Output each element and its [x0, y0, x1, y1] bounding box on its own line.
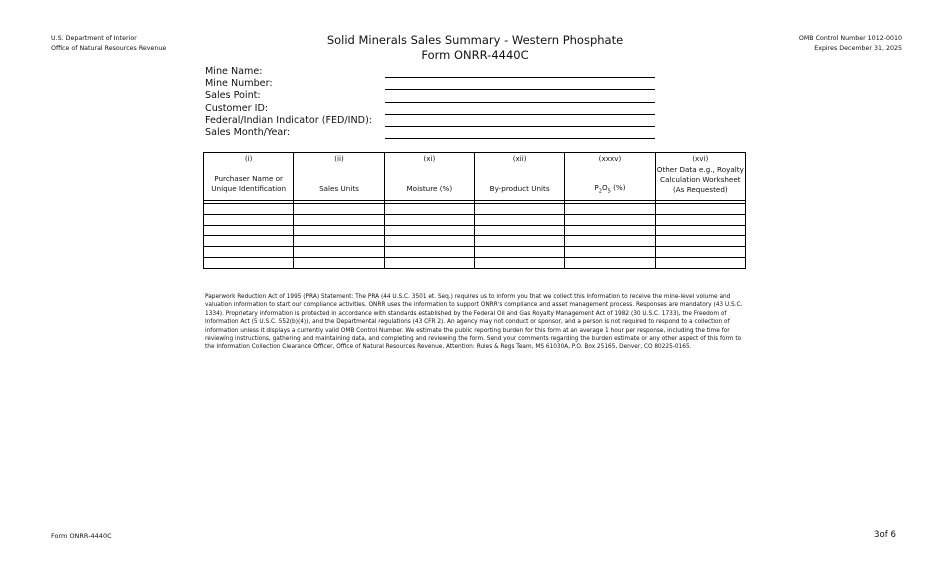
field-label-fed-ind: Federal/Indian Indicator (FED/IND): [205, 114, 373, 126]
column-header-other-data [655, 153, 745, 201]
table-cell[interactable] [204, 214, 294, 225]
field-label-mine-number: Mine Number: [205, 78, 273, 90]
table-cell[interactable] [565, 236, 655, 247]
agency-line-1: U.S. Department of Interior [51, 35, 137, 42]
table-cell[interactable] [474, 257, 564, 268]
footer-form-name: Form ONRR-4440C [51, 532, 112, 540]
table-cell[interactable] [294, 236, 384, 247]
table-cell[interactable] [655, 247, 745, 258]
column-name-line: $P_2O_5$ (%) [594, 182, 626, 194]
column-header-purchaser [204, 153, 294, 201]
pra-statement: Paperwork Reduction Act of 1995 (PRA) Statement: The PRA (44 U.S.C. 3501 et. Seq.) requires us to inform you that we collect this information to receive the mine-level volume and valuation information to start our compliance activities. ONRR uses the information to support ONRR's compliance and asset management process. Responses are mandatory (43 U.S.C. 1334). Proprietary information is protected in accordance with standards established by the Federal Oil and Gas Royalty Management Act of 1982 (30 U.S.C. 1733), the Freedom of Information Act (5 U.S.C. 552(b)(4)), and the Departmental regulations (43 CFR 2). An agency may not conduct or sponsor, and a person is not required to respond to a collection of information unless it displays a currently valid OMB Control Number. We estimate the public reporting burden for this form at an average 1 hour per response, including the time for reviewing instructions, gathering and maintaining data, and completing and reviewing the form. Send your comments regarding the burden estimate or any other aspect of this form to the Information Collection Clearance Officer, Office of Natural Resources Revenue, Attention: Rules & Regs Team, MS 61030A, P.O. Box 25165, Denver, CO 80225-0165. [205, 294, 743, 351]
table-row [204, 236, 746, 247]
table-cell[interactable] [384, 247, 474, 258]
column-name-line: Sales Units [319, 184, 359, 193]
table-cell[interactable] [204, 247, 294, 258]
table-cell[interactable] [474, 236, 564, 247]
column-name-line: Other Data e.g., Royalty [656, 165, 744, 174]
table-cell[interactable] [474, 214, 564, 225]
mine-name-input[interactable] [385, 66, 655, 78]
table-cell[interactable] [384, 225, 474, 236]
column-code: (xi) [423, 154, 436, 163]
field-input-lines [385, 66, 655, 139]
table-cell[interactable] [655, 214, 745, 225]
table-cell[interactable] [655, 204, 745, 215]
field-labels [205, 66, 372, 139]
column-code: (ii) [334, 154, 344, 163]
column-code: (xvi) [692, 154, 709, 163]
column-header-p2o5 [565, 153, 655, 201]
column-name-line: Calculation Worksheet [660, 175, 741, 184]
field-label-mine-name: Mine Name: [205, 66, 263, 77]
form-number: Form ONRR-4440C [421, 48, 529, 62]
table-cell[interactable] [655, 236, 745, 247]
field-label-customer-id: Customer ID: [205, 102, 269, 114]
form-title: Solid Minerals Sales Summary - Western Phosphate [326, 33, 624, 47]
table-cell[interactable] [294, 225, 384, 236]
table-cell[interactable] [565, 204, 655, 215]
table-cell[interactable] [204, 225, 294, 236]
table-cell[interactable] [474, 204, 564, 215]
column-name-line: Purchaser Name or [214, 174, 284, 183]
table-cell[interactable] [294, 257, 384, 268]
table-cell[interactable] [565, 214, 655, 225]
table-cell[interactable] [204, 204, 294, 215]
column-code: (xii) [512, 154, 527, 163]
field-label-sales-month-year: Sales Month/Year: [205, 126, 291, 138]
table-row [204, 214, 746, 225]
table-cell[interactable] [565, 247, 655, 258]
omb-expiration: Expires December 31, 2025 [814, 45, 902, 52]
column-code: (i) [244, 154, 253, 163]
table-header-row [204, 153, 746, 201]
omb-header [799, 34, 902, 54]
table-cell[interactable] [384, 204, 474, 215]
column-header-sales-units [294, 153, 384, 201]
column-name-line: Moisture (%) [406, 184, 453, 193]
column-name-line: Unique Identification [211, 184, 287, 193]
mine-number-input[interactable] [385, 78, 655, 90]
sales-point-input[interactable] [385, 90, 655, 102]
column-name-line: (As Requested) [672, 185, 728, 194]
table-cell[interactable] [294, 247, 384, 258]
column-header-moisture [384, 153, 474, 201]
column-header-byproduct-units [474, 153, 564, 201]
table-cell[interactable] [384, 214, 474, 225]
table-row [204, 257, 746, 268]
table-cell[interactable] [565, 225, 655, 236]
column-code: (xxxv) [598, 154, 622, 163]
column-name-line: By-product Units [489, 184, 550, 193]
agency-line-2: Office of Natural Resources Revenue [51, 45, 167, 52]
table-cell[interactable] [565, 257, 655, 268]
table-row [204, 204, 746, 215]
page-number: 3of 6 [874, 530, 896, 540]
customer-id-input[interactable] [385, 103, 655, 115]
table-cell[interactable] [204, 257, 294, 268]
table-cell[interactable] [204, 236, 294, 247]
table-row [204, 247, 746, 258]
table-cell[interactable] [474, 247, 564, 258]
fed-ind-input[interactable] [385, 115, 655, 127]
table-row [204, 225, 746, 236]
field-label-sales-point: Sales Point: [205, 90, 261, 102]
table-cell[interactable] [474, 225, 564, 236]
table-cell[interactable] [384, 257, 474, 268]
table-cell[interactable] [294, 214, 384, 225]
sales-summary-table [203, 152, 746, 269]
omb-control-number: OMB Control Number 1012-0010 [798, 35, 902, 42]
table-cell[interactable] [655, 225, 745, 236]
sales-month-year-input[interactable] [385, 127, 655, 139]
table-cell[interactable] [655, 257, 745, 268]
table-cell[interactable] [294, 204, 384, 215]
table-cell[interactable] [384, 236, 474, 247]
